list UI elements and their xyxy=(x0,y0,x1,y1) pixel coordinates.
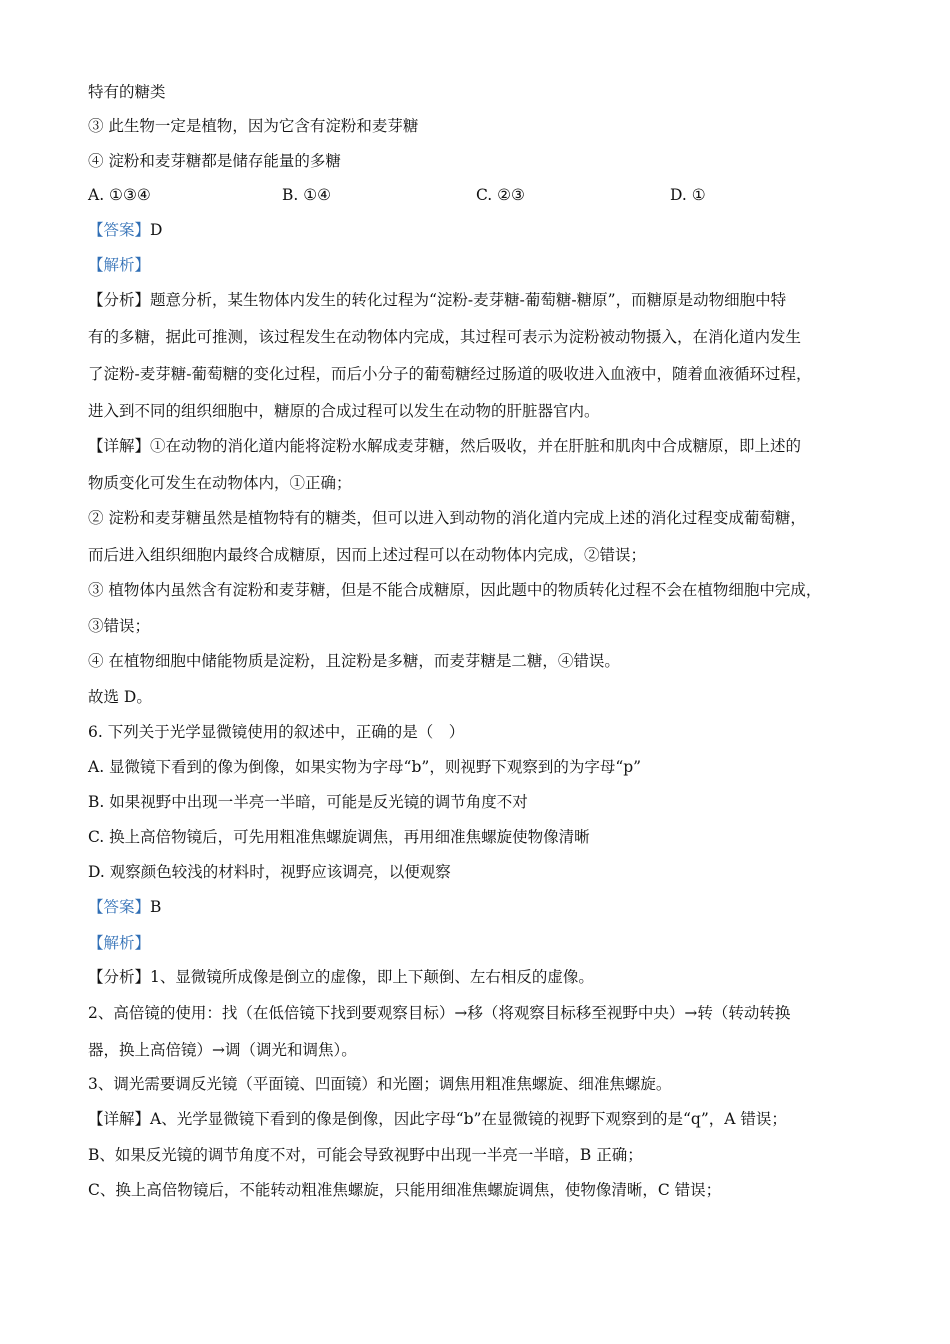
q5-answer xyxy=(88,219,878,241)
q5-statement-3: ③ 此生物一定是植物，因为它含有淀粉和麦芽糖 xyxy=(88,117,419,135)
q6-xiangjie-line: C、换上高倍物镜后，不能转动粗准焦螺旋，只能用细准焦螺旋调焦，使物像清晰，C 错误； xyxy=(88,1181,722,1199)
q5-option-d: D. ① xyxy=(670,186,706,204)
q5-fenxi-line: 【分析】题意分析，某生物体内发生的转化过程为“淀粉-麦芽糖-葡萄糖-糖原”，而糖原是动物细胞中特 xyxy=(88,291,787,309)
q6-answer xyxy=(88,896,878,918)
q6-xiangjie-line: B、如果反光镜的调节角度不对，可能会导致视野中出现一半亮一半暗，B 正确； xyxy=(88,1146,643,1164)
q6-fenxi-line: 器，换上高倍镜）→调（调光和调焦）。 xyxy=(88,1041,357,1059)
q5-xiangjie-line: 而后进入组织细胞内最终合成糖原，因而上述过程可以在动物体内完成，②错误； xyxy=(88,546,647,564)
q6-option-b: B. 如果视野中出现一半亮一半暗，可能是反光镜的调节角度不对 xyxy=(88,793,528,811)
q5-conclusion: 故选 D。 xyxy=(88,688,152,706)
answer-tag: 【答案】 xyxy=(88,898,151,916)
answer-value: B xyxy=(150,898,162,916)
q5-xiangjie-line: ③错误； xyxy=(88,617,151,635)
q5-fenxi-line: 了淀粉-麦芽糖-葡萄糖的变化过程，而后小分子的葡萄糖经过肠道的吸收进入血液中，随着血液循环过程， xyxy=(88,365,812,383)
q5-analysis-tag xyxy=(88,254,878,276)
q5-statement-4: ④ 淀粉和麦芽糖都是储存能量的多糖 xyxy=(88,152,341,170)
q5-option-b: B. ①④ xyxy=(282,186,332,204)
q5-xiangjie-line: ④ 在植物细胞中储能物质是淀粉，且淀粉是多糖，而麦芽糖是二糖，④错误。 xyxy=(88,652,620,670)
q5-xiangjie-line: ③ 植物体内虽然含有淀粉和麦芽糖，但是不能合成糖原，因此题中的物质转化过程不会在植物细胞中完成， xyxy=(88,581,822,599)
q6-option-d: D. 观察颜色较浅的材料时，视野应该调亮，以便观察 xyxy=(88,863,451,881)
q6-xiangjie-line: 【详解】A、光学显微镜下看到的像是倒像，因此字母“b”在显微镜的视野下观察到的是“q”，A 错误； xyxy=(88,1110,787,1128)
answer-value: D xyxy=(150,221,163,239)
q6-option-c: C. 换上高倍物镜后，可先用粗准焦螺旋调焦，再用细准焦螺旋使物像清晰 xyxy=(88,828,590,846)
q6-fenxi-line: 2、高倍镜的使用：找（在低倍镜下找到要观察目标）→移（将观察目标移至视野中央）→转（转动转换 xyxy=(88,1004,791,1022)
answer-tag: 【答案】 xyxy=(88,221,151,239)
analysis-tag: 【解析】 xyxy=(88,256,151,274)
q6-analysis-tag xyxy=(88,932,878,954)
q5-stem-tail: 特有的糖类 xyxy=(88,83,166,101)
q5-xiangjie-line: 【详解】①在动物的消化道内能将淀粉水解成麦芽糖，然后吸收，并在肝脏和肌肉中合成糖原，即上述的 xyxy=(88,437,802,455)
analysis-tag: 【解析】 xyxy=(88,934,151,952)
q6-fenxi-line: 【分析】1、显微镜所成像是倒立的虚像，即上下颠倒、左右相反的虚像。 xyxy=(88,968,594,986)
q5-option-a: A. ①③④ xyxy=(88,186,151,204)
q5-fenxi-line: 进入到不同的组织细胞中，糖原的合成过程可以发生在动物的肝脏器官内。 xyxy=(88,402,600,420)
q5-option-c: C. ②③ xyxy=(476,186,525,204)
q5-xiangjie-line: ② 淀粉和麦芽糖虽然是植物特有的糖类，但可以进入到动物的消化道内完成上述的消化过程变成葡萄糖， xyxy=(88,509,806,527)
q5-xiangjie-line: 物质变化可发生在动物体内，①正确； xyxy=(88,474,352,492)
q6-stem: 6. 下列关于光学显微镜使用的叙述中，正确的是（ ） xyxy=(88,723,465,741)
q6-option-a: A. 显微镜下看到的像为倒像，如果实物为字母“b”，则视野下观察到的为字母“p” xyxy=(88,758,642,776)
q6-fenxi-line: 3、调光需要调反光镜（平面镜、凹面镜）和光圈；调焦用粗准焦螺旋、细准焦螺旋。 xyxy=(88,1075,672,1093)
q5-fenxi-line: 有的多糖，据此可推测，该过程发生在动物体内完成，其过程可表示为淀粉被动物摄入，在消化道内发生 xyxy=(88,328,802,346)
